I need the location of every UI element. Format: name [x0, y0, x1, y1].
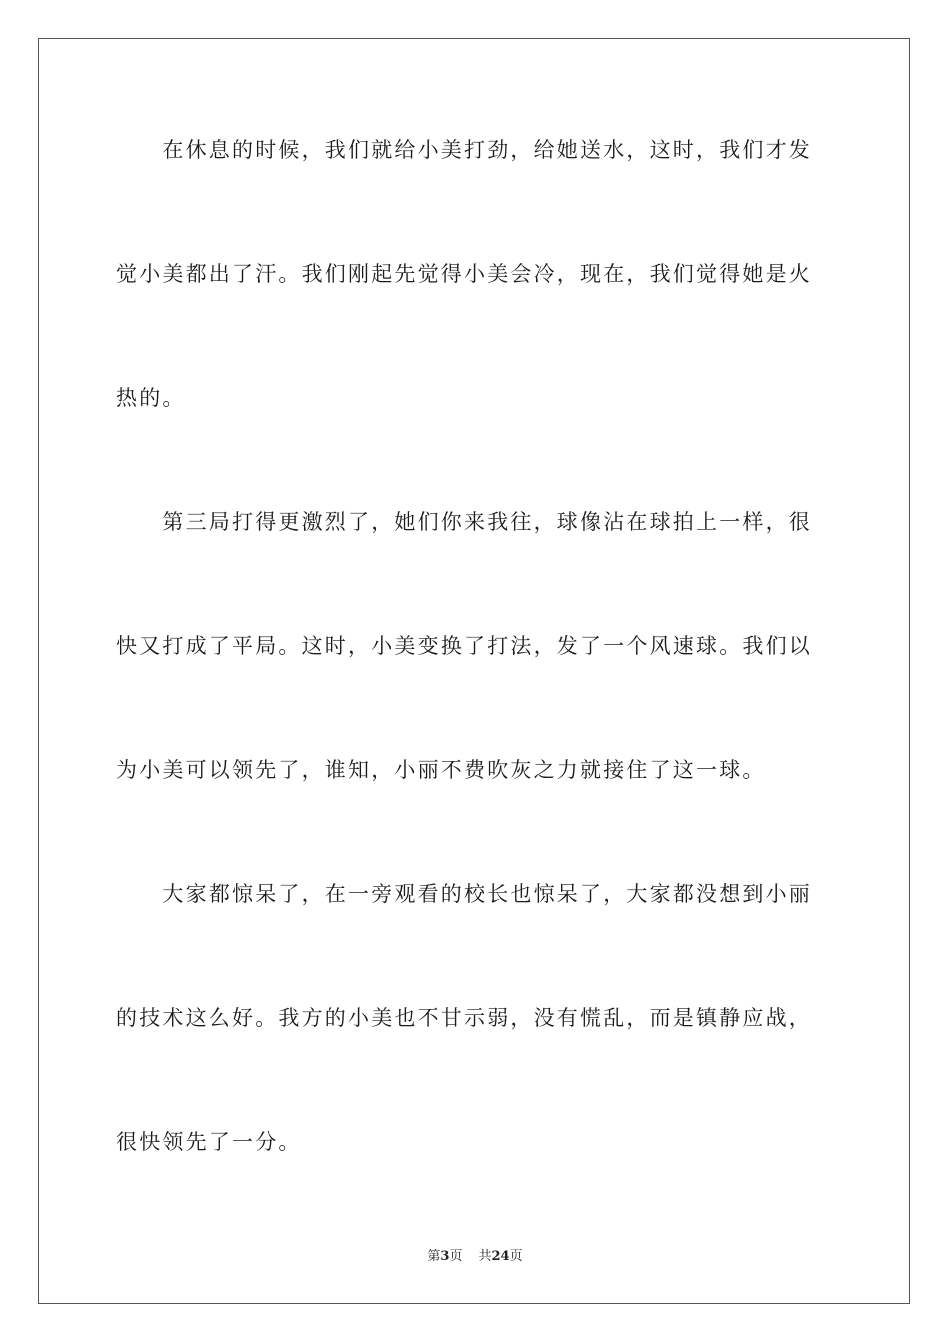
text-line-2: 觉小美都出了汗。我们刚起先觉得小美会冷，现在，我们觉得她是火: [116, 262, 812, 286]
page-border: [38, 38, 910, 1304]
text-line-5: 快又打成了平局。这时，小美变换了打法，发了一个风速球。我们以: [116, 634, 812, 658]
text-line-7: 大家都惊呆了，在一旁观看的校长也惊呆了，大家都没想到小丽: [116, 882, 812, 906]
page-footer: [0, 1245, 950, 1264]
text-line-4: 第三局打得更激烈了，她们你来我往，球像沾在球拍上一样，很: [116, 510, 812, 534]
page-suffix: 页: [449, 1249, 463, 1264]
page-prefix: 第: [427, 1249, 441, 1264]
text-line-9: 很快领先了一分。: [116, 1130, 302, 1154]
text-line-8: 的技术这么好。我方的小美也不甘示弱，没有慌乱，而是镇静应战，: [116, 1006, 812, 1030]
total-pages: 24: [491, 1249, 510, 1264]
text-line-3: 热的。: [116, 386, 186, 410]
total-suffix: 页: [509, 1249, 523, 1264]
text-line-6: 为小美可以领先了，谁知，小丽不费吹灰之力就接住了这一球。: [116, 758, 766, 782]
total-prefix: 共: [478, 1249, 492, 1264]
page-number: 3: [440, 1249, 450, 1264]
text-line-1: 在休息的时候，我们就给小美打劲，给她送水，这时，我们才发: [116, 138, 812, 162]
